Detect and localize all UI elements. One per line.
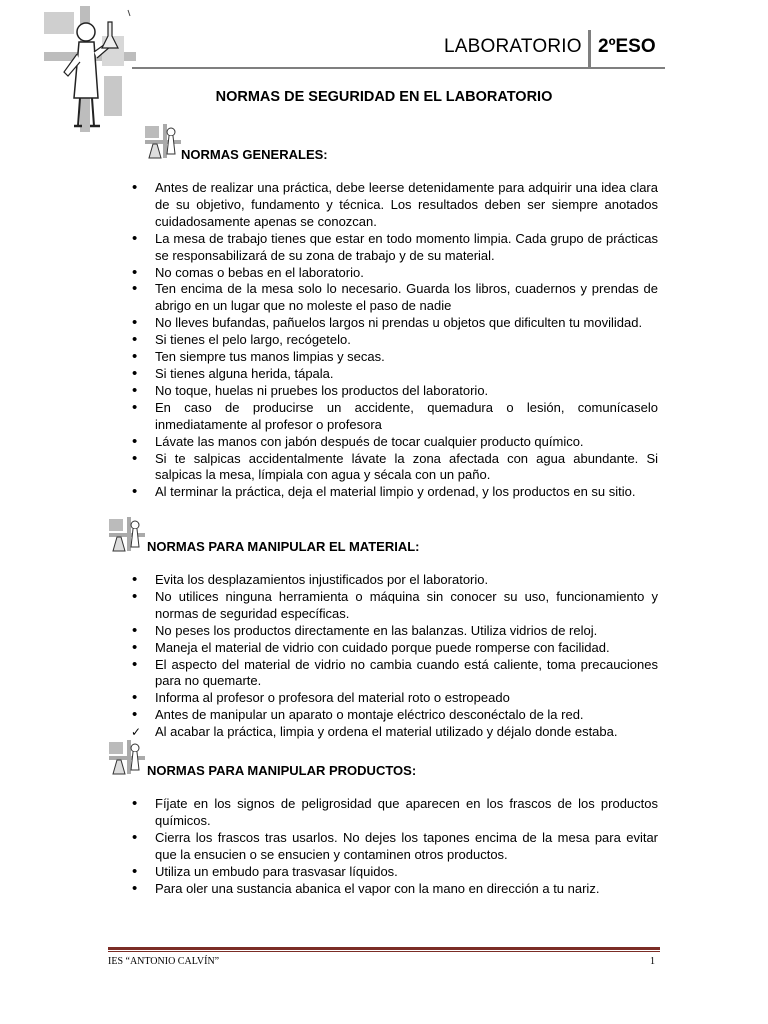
section-heading-generales: NORMAS GENERALES: [181, 147, 328, 162]
list-item: • Utiliza un embudo para trasvasar líquidos. [130, 864, 658, 881]
header-separator [588, 30, 591, 68]
list-item: • No comas o bebas en el laboratorio. [130, 265, 658, 282]
list-item: • Lávate las manos con jabón después de tocar cualquier producto químico. [130, 434, 658, 451]
list-item: • Fíjate en los signos de peligrosidad que aparecen en los frascos de los productos químicos. [130, 796, 658, 830]
list-item: • No peses los productos directamente en las balanzas. Utiliza vidrios de reloj. [130, 623, 658, 640]
page-number: 1 [650, 956, 655, 967]
rules-list-generales [130, 180, 658, 501]
list-item: • Cierra los frascos tras usarlos. No dejes los tapones encima de la mesa para evitar que la ensucien o se ensucien y contaminen otros productos. [130, 830, 658, 864]
list-item: • Para oler una sustancia abanica el vapor con la mano en dirección a tu nariz. [130, 881, 658, 898]
list-item: • No lleves bufandas, pañuelos largos ni prendas u objetos que dificulten tu movilidad. [130, 315, 658, 332]
header-grade: 2ºESO [598, 36, 656, 57]
page-title: NORMAS DE SEGURIDAD EN EL LABORATORIO [215, 89, 553, 105]
list-item: • Maneja el material de vidrio con cuidado porque puede romperse con facilidad. [130, 640, 658, 657]
list-item: ✓ Al acabar la práctica, limpia y ordena el material utilizado y déjalo donde estaba. [130, 724, 658, 741]
section-heading-productos: NORMAS PARA MANIPULAR PRODUCTOS: [147, 763, 417, 778]
list-item: • Ten encima de la mesa solo lo necesario. Guarda los libros, cuadernos y prendas de abrigo en un lugar que no moleste el paso de nadie [130, 281, 658, 315]
list-item: • El aspecto del material de vidrio no cambia cuando está caliente, toma precauciones para no quemarte. [130, 657, 658, 691]
list-item: • Si tienes alguna herida, tápala. [130, 366, 658, 383]
lab-section-icon [107, 738, 147, 776]
list-item: • En caso de producirse un accidente, quemadura o lesión, comunícaselo inmediatamente al profesor o profesora [130, 400, 658, 434]
list-item: • Informa al profesor o profesora del material roto o estropeado [130, 690, 658, 707]
list-item: • La mesa de trabajo tienes que estar en todo momento limpia. Cada grupo de prácticas se responsabilizará de su zona de trabajo y de su material. [130, 231, 658, 265]
lab-section-icon [143, 122, 183, 160]
list-item: • Evita los desplazamientos injustificados por el laboratorio. [130, 572, 658, 589]
scientist-illustration [44, 6, 136, 132]
section-heading-material: NORMAS PARA MANIPULAR EL MATERIAL: [147, 539, 420, 554]
list-item: • Al terminar la práctica, deja el material limpio y ordenad, y los productos en su sitio. [130, 484, 658, 501]
header-rule [132, 67, 665, 69]
rules-list-productos [130, 796, 658, 897]
lab-section-icon [107, 515, 147, 553]
list-item: • No toque, huelas ni pruebes los productos del laboratorio. [130, 383, 658, 400]
header-title: LABORATORIO [444, 36, 582, 57]
footer-school: IES “ANTONIO CALVÍN” [108, 956, 220, 967]
list-item: • Antes de realizar una práctica, debe leerse detenidamente para adquirir una idea clara de su objetivo, fundamento y técnica. Los resultados deben ser siempre anotados cuidadosamente apenas se conozcan. [130, 180, 658, 231]
list-item: • Ten siempre tus manos limpias y secas. [130, 349, 658, 366]
footer-rule-thick [108, 947, 660, 950]
list-item: • Si tienes el pelo largo, recógetelo. [130, 332, 658, 349]
footer-rule-thin [108, 951, 660, 952]
list-item: • Si te salpicas accidentalmente lávate la zona afectada con agua abundante. Si salpicas la mesa, límpiala con agua y sécala con un paño. [130, 451, 658, 485]
rules-list-material [130, 572, 658, 741]
list-item: • Antes de manipular un aparato o montaje eléctrico desconéctalo de la red. [130, 707, 658, 724]
list-item: • No utilices ninguna herramienta o máquina sin conocer su uso, funcionamiento y normas de seguridad específicas. [130, 589, 658, 623]
